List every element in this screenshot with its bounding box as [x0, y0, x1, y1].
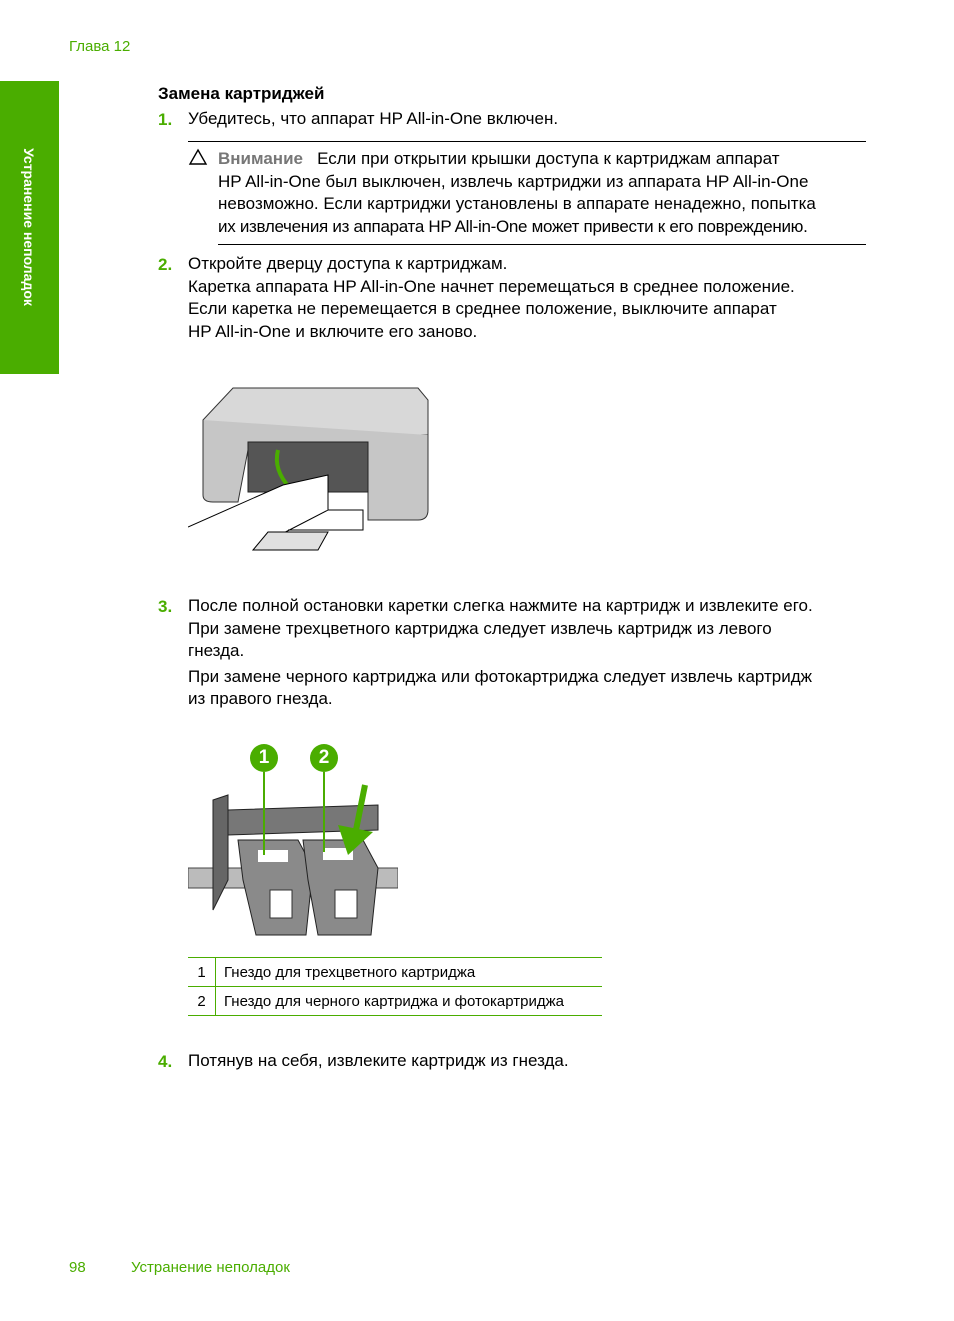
- page-number: 98: [69, 1259, 86, 1276]
- callout-2: 2: [318, 747, 330, 768]
- footer-title: Устранение неполадок: [131, 1259, 290, 1276]
- legend-table: [188, 957, 602, 1016]
- caution-label: Внимание: [218, 149, 303, 168]
- printer-illustration: [188, 380, 433, 558]
- section-title: Замена картриджей: [158, 84, 325, 103]
- step-number: 1.: [158, 110, 173, 129]
- divider: [218, 244, 866, 245]
- cartridge-illustration: [188, 740, 398, 940]
- table-row: 2 Гнездо для черного картриджа и фотокартриджа: [188, 987, 602, 1016]
- sidebar-tab: [0, 81, 59, 374]
- warning-triangle-icon: [188, 148, 208, 171]
- step-text: Откройте дверцу доступа к картриджам. Каретка аппарата HP All-in-One начнет перемещаться в среднее положение. Если каретка не перемещается в среднее положение, выключите аппарат HP All-in-One и включите его заново.: [188, 254, 795, 341]
- caution-text: Внимание Если при открытии крышки доступа к картриджам аппарат HP All-in-One был выключен, извлечь картриджи из аппарата HP All-in-One невозможно. Если картриджи установлены в аппарате ненадежно, попытка их извлечения из аппарата HP All-in-One может привести к его повреждению.: [218, 149, 816, 236]
- step-number: 3.: [158, 597, 173, 616]
- step-number: 4.: [158, 1052, 173, 1071]
- callout-1: 1: [258, 747, 270, 768]
- step-text: Убедитесь, что аппарат HP All-in-One включен.: [188, 109, 559, 128]
- sidebar-label: Устранение неполадок: [21, 148, 37, 306]
- divider: [188, 141, 866, 142]
- step-text: Потянув на себя, извлеките картридж из гнезда.: [188, 1051, 569, 1070]
- chapter-header: Глава 12: [69, 38, 131, 55]
- table-row: 1 Гнездо для трехцветного картриджа: [188, 958, 602, 987]
- step-number: 2.: [158, 255, 173, 274]
- step-text: После полной остановки каретки слегка нажмите на картридж и извлеките его. При замене трехцветного картриджа следует извлечь картридж из левого гнезда. При замене черного картриджа или фотокартриджа следует извлечь картридж из правого гнезда.: [188, 596, 813, 708]
